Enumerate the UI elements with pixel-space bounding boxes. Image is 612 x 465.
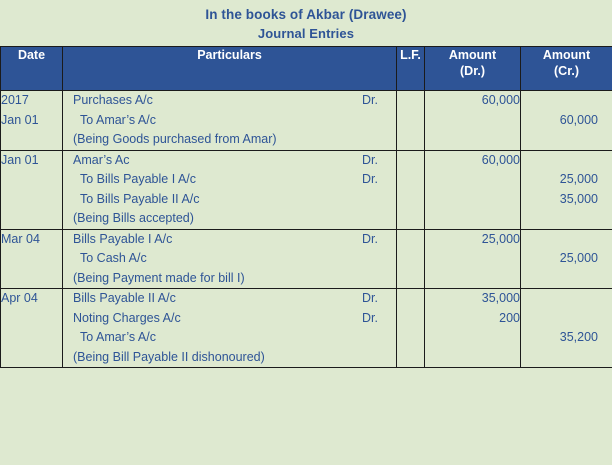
particulars-line — [63, 230, 396, 250]
particulars-line — [63, 170, 396, 190]
amount-dr-value — [425, 269, 520, 289]
entry-amount-cr-cell — [521, 91, 612, 151]
amount-dr-value — [425, 249, 520, 269]
amount-cr-value: 60,000 — [559, 112, 598, 127]
amount-cr-value — [521, 309, 598, 329]
debit-marker: Dr. — [362, 152, 378, 167]
entry-year: 2017 — [1, 93, 29, 107]
column-header-lf: L.F. — [397, 47, 425, 91]
entry-date: Mar 04 — [1, 231, 40, 246]
debit-marker: Dr. — [362, 172, 378, 186]
amount-dr-label-line2: (Dr.) — [460, 64, 485, 78]
entry-amount-cr-cell — [521, 289, 612, 368]
entry-lf-cell — [397, 289, 425, 368]
amount-dr-value: 60,000 — [481, 152, 520, 167]
column-header-date: Date — [1, 47, 63, 91]
account-name: To Bills Payable I A/c — [80, 172, 197, 186]
account-name: (Being Goods purchased from Amar) — [73, 132, 277, 146]
table-row — [1, 91, 612, 151]
account-name: Bills Payable II A/c — [73, 291, 176, 305]
debit-marker: Dr. — [362, 310, 378, 325]
amount-dr-value: 25,000 — [481, 231, 520, 246]
table-row — [1, 229, 612, 289]
amount-dr-value — [425, 209, 520, 229]
particulars-line — [63, 190, 396, 210]
amount-cr-label-line2: (Cr.) — [554, 64, 579, 78]
header-row — [1, 47, 612, 91]
amount-cr-value — [521, 289, 598, 309]
entry-amount-cr-cell — [521, 229, 612, 289]
particulars-line — [63, 91, 396, 111]
journal-entries-table — [0, 46, 612, 368]
page-subtitle: Journal Entries — [257, 26, 355, 41]
entry-particulars-cell — [63, 91, 397, 151]
entry-particulars-cell — [63, 150, 397, 229]
particulars-line — [63, 111, 396, 131]
amount-dr-value — [425, 130, 520, 150]
amount-cr-value — [521, 269, 598, 289]
amount-dr-value: 200 — [499, 310, 520, 325]
particulars-line — [63, 249, 396, 269]
account-name: To Cash A/c — [80, 251, 147, 265]
entry-amount-dr-cell — [425, 150, 521, 229]
entry-lf-cell — [397, 150, 425, 229]
entry-amount-dr-cell — [425, 289, 521, 368]
entry-particulars-cell — [63, 229, 397, 289]
entry-date: Jan 01 — [1, 152, 39, 167]
amount-cr-value — [521, 230, 598, 250]
account-name: (Being Bill Payable II dishonoured) — [73, 349, 265, 364]
particulars-line — [63, 348, 396, 368]
amount-cr-label-line1: Amount — [542, 48, 591, 62]
particulars-line — [63, 309, 396, 329]
table-row — [1, 150, 612, 229]
amount-dr-value: 60,000 — [481, 93, 520, 107]
particulars-line — [63, 289, 396, 309]
account-name: To Bills Payable II A/c — [80, 191, 200, 206]
amount-dr-value — [425, 111, 520, 131]
amount-dr-value: 35,000 — [481, 291, 520, 305]
particulars-line — [63, 269, 396, 289]
account-name: (Being Bills accepted) — [73, 211, 194, 225]
amount-cr-value: 35,000 — [559, 191, 598, 206]
entry-date-cell — [1, 229, 63, 289]
column-header-amount-cr — [521, 47, 612, 91]
amount-cr-value — [521, 91, 598, 111]
particulars-line — [63, 130, 396, 150]
table-body — [1, 91, 612, 368]
entry-amount-dr-cell — [425, 229, 521, 289]
table-header — [1, 47, 612, 91]
account-name: Noting Charges A/c — [73, 310, 181, 325]
amount-cr-value — [521, 209, 598, 229]
entry-date-cell — [1, 289, 63, 368]
particulars-line — [63, 209, 396, 229]
account-name: (Being Payment made for bill I) — [73, 270, 245, 285]
account-name: Bills Payable I A/c — [73, 231, 173, 246]
entry-date: Jan 01 — [1, 112, 39, 127]
amount-dr-value — [425, 328, 520, 348]
particulars-line — [63, 328, 396, 348]
entry-particulars-cell — [63, 289, 397, 368]
entry-amount-dr-cell — [425, 91, 521, 151]
debit-marker: Dr. — [362, 291, 378, 305]
amount-cr-value: 25,000 — [559, 251, 598, 265]
account-name: To Amar’s A/c — [80, 330, 156, 344]
amount-cr-value: 35,200 — [559, 330, 598, 344]
amount-cr-value: 25,000 — [559, 172, 598, 186]
entry-lf-cell — [397, 229, 425, 289]
amount-dr-label-line1: Amount — [448, 48, 497, 62]
title-block — [0, 0, 612, 43]
entry-date: Apr 04 — [1, 291, 38, 305]
amount-cr-value — [521, 348, 598, 368]
amount-dr-value — [425, 170, 520, 190]
amount-cr-value — [521, 130, 598, 150]
column-header-amount-dr — [425, 47, 521, 91]
entry-date-cell — [1, 91, 63, 151]
amount-cr-value — [521, 151, 598, 171]
debit-marker: Dr. — [362, 231, 378, 246]
amount-dr-value — [425, 190, 520, 210]
column-header-particulars: Particulars — [63, 47, 397, 91]
account-name: Purchases A/c — [73, 93, 153, 107]
entry-amount-cr-cell — [521, 150, 612, 229]
debit-marker: Dr. — [362, 93, 378, 107]
account-name: Amar’s Ac — [73, 152, 130, 167]
page-title: In the books of Akbar (Drawee) — [205, 7, 407, 22]
table-row — [1, 289, 612, 368]
entry-lf-cell — [397, 91, 425, 151]
amount-dr-value — [425, 348, 520, 368]
entry-date-cell — [1, 150, 63, 229]
account-name: To Amar’s A/c — [80, 112, 156, 127]
particulars-line — [63, 151, 396, 171]
